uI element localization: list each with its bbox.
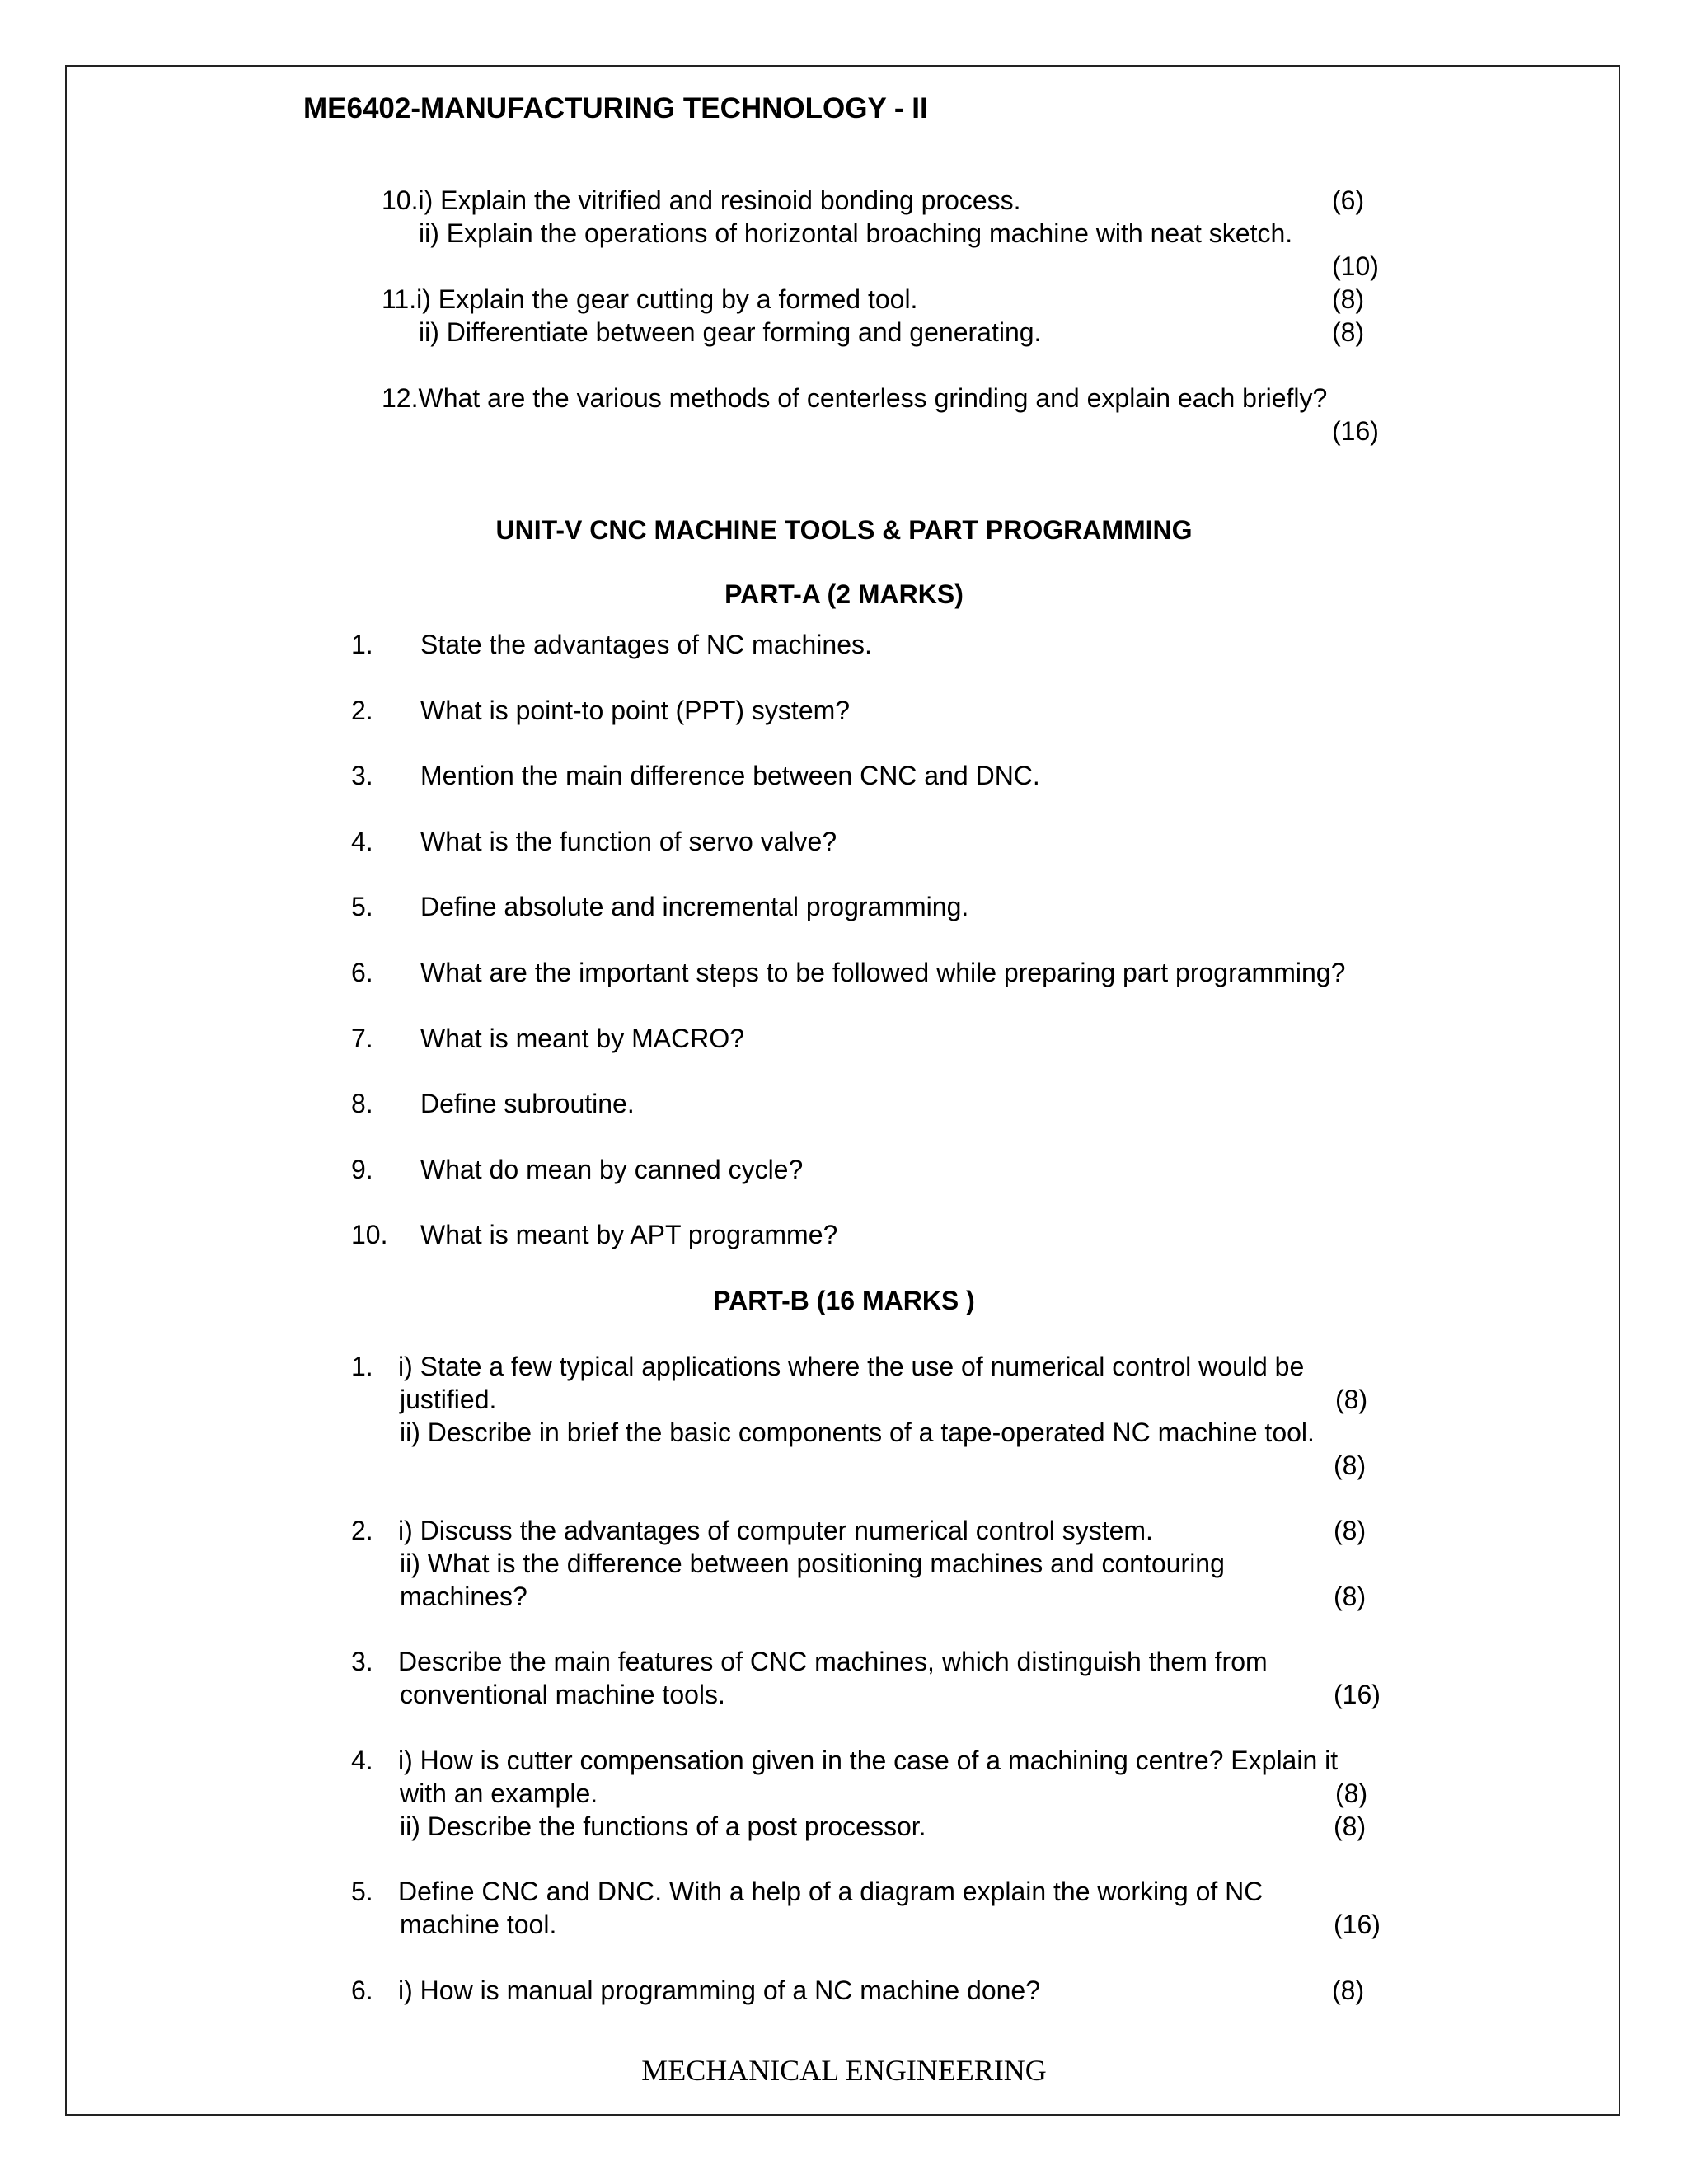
question-12-marks: (16)	[1332, 416, 1379, 446]
part-b-q2-line2: ii) What is the difference between positioning machines and contouring	[400, 1549, 1225, 1578]
part-b-q2-line3: machines?	[400, 1582, 528, 1611]
part-a-item-number: 9.	[351, 1155, 373, 1184]
part-b-q1-line2: justified.	[400, 1385, 497, 1414]
part-a-item-text: Define subroutine.	[420, 1089, 635, 1118]
part-b-q5-line1: Define CNC and DNC. With a help of a diagram explain the working of NC	[398, 1877, 1264, 1906]
part-b-heading: PART-B (16 MARKS )	[713, 1286, 975, 1315]
part-a-heading: PART-A (2 MARKS)	[724, 579, 964, 609]
part-a-item-text: Mention the main difference between CNC and DNC.	[420, 761, 1040, 790]
part-b-q1-line3: ii) Describe in brief the basic components of a tape-operated NC machine tool.	[400, 1418, 1315, 1447]
part-b-q6-number: 6.	[351, 1975, 373, 2005]
part-b-q5-line2-marks: (16)	[1334, 1910, 1381, 1939]
part-b-q2-line1: i) Discuss the advantages of computer numerical control system.	[398, 1516, 1153, 1545]
part-a-item-text: What is meant by APT programme?	[420, 1220, 838, 1249]
part-b-q4-line1: i) How is cutter compensation given in the case of a machining centre? Explain it	[398, 1746, 1339, 1775]
part-b-q2-number: 2.	[351, 1516, 373, 1545]
part-a-item-text: State the advantages of NC machines.	[420, 630, 872, 659]
part-a-item-text: What is meant by MACRO?	[420, 1024, 744, 1053]
part-a-item-number: 4.	[351, 827, 373, 856]
page-title: ME6402-MANUFACTURING TECHNOLOGY - II	[303, 92, 928, 124]
part-b-q3-line2-marks: (16)	[1334, 1680, 1381, 1709]
part-b-q1-line1: i) State a few typical applications where the use of numerical control would be	[398, 1352, 1305, 1381]
part-b-q3-line1: Describe the main features of CNC machines, which distinguish them from	[398, 1647, 1268, 1676]
question-11-i-marks: (8)	[1332, 284, 1365, 314]
question-12: 12.What are the various methods of centerless grinding and explain each briefly?	[382, 383, 1328, 413]
part-b-q3-line2: conventional machine tools.	[400, 1680, 725, 1709]
part-a-item-number: 6.	[351, 958, 373, 987]
page-border	[65, 65, 1620, 2116]
question-11-i: 11.i) Explain the gear cutting by a formed tool.	[382, 284, 918, 314]
question-10-ii-marks: (10)	[1332, 251, 1379, 281]
part-a-item-text: What do mean by canned cycle?	[420, 1155, 804, 1184]
part-a-item-number: 2.	[351, 696, 373, 725]
part-b-q2-line1-marks: (8)	[1334, 1516, 1367, 1545]
part-b-q3-number: 3.	[351, 1647, 373, 1676]
part-b-q6-line1-marks: (8)	[1332, 1975, 1365, 2005]
question-11-ii: ii) Differentiate between gear forming and generating.	[419, 317, 1042, 347]
unit-heading: UNIT-V CNC MACHINE TOOLS & PART PROGRAMMING	[495, 515, 1193, 545]
part-b-q1-line4-marks: (8)	[1334, 1451, 1367, 1480]
part-a-item-number: 10.	[351, 1220, 388, 1249]
part-b-q1-line2-marks: (8)	[1335, 1385, 1368, 1414]
question-10-ii: ii) Explain the operations of horizontal broaching machine with neat sketch.	[419, 218, 1293, 248]
part-b-q4-line2: with an example.	[400, 1779, 598, 1808]
part-a-item-number: 8.	[351, 1089, 373, 1118]
question-11-ii-marks: (8)	[1332, 317, 1365, 347]
part-b-q4-line2-marks: (8)	[1335, 1779, 1368, 1808]
part-a-item-text: Define absolute and incremental programming.	[420, 892, 969, 921]
part-a-item-text: What is point-to point (PPT) system?	[420, 696, 851, 725]
part-a-item-number: 1.	[351, 630, 373, 659]
part-a-item-number: 3.	[351, 761, 373, 790]
part-a-item-text: What is the function of servo valve?	[420, 827, 837, 856]
part-b-q4-line3: ii) Describe the functions of a post processor.	[400, 1811, 926, 1841]
part-b-q1-number: 1.	[351, 1352, 373, 1381]
part-b-q5-line2: machine tool.	[400, 1910, 557, 1939]
part-b-q4-number: 4.	[351, 1746, 373, 1775]
part-b-q2-line3-marks: (8)	[1334, 1582, 1367, 1611]
part-a-item-number: 7.	[351, 1024, 373, 1053]
part-a-item-number: 5.	[351, 892, 373, 921]
part-a-item-text: What are the important steps to be followed while preparing part programming?	[420, 958, 1346, 987]
page-footer: MECHANICAL ENGINEERING	[641, 2054, 1047, 2087]
question-10-i: 10.i) Explain the vitrified and resinoid bonding process.	[382, 185, 1021, 215]
question-10-i-marks: (6)	[1332, 185, 1365, 215]
part-b-q6-line1: i) How is manual programming of a NC machine done?	[398, 1975, 1041, 2005]
part-b-q5-number: 5.	[351, 1877, 373, 1906]
part-b-q4-line3-marks: (8)	[1334, 1811, 1367, 1841]
